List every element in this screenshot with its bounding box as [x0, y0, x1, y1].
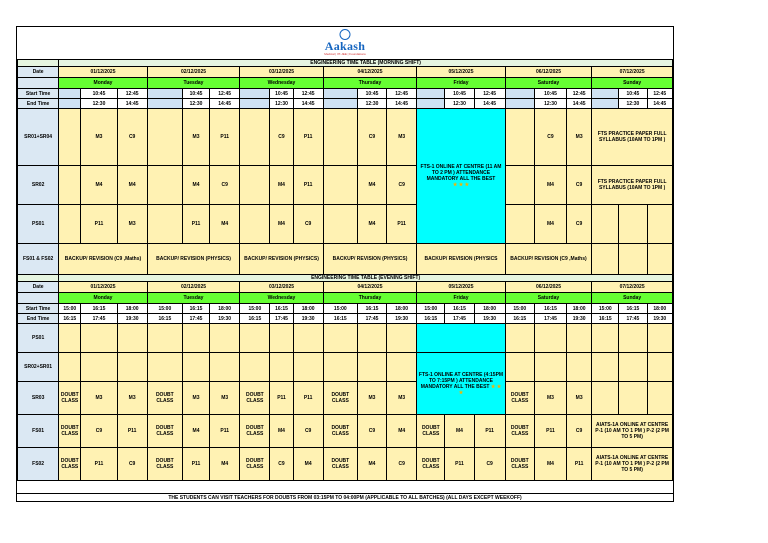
morning-day: Tuesday: [147, 78, 240, 89]
end-time-label: End Time: [18, 314, 59, 324]
morning-day: Friday: [417, 78, 505, 89]
subject-cell: M4: [270, 166, 293, 205]
start-time: 15:00: [147, 304, 182, 314]
batch-row-fs: [18, 244, 673, 275]
morning-date-row: [18, 67, 673, 78]
subject-cell: M4: [270, 415, 293, 448]
end-time: 12:30: [445, 99, 474, 109]
end-time: 16:15: [240, 314, 270, 324]
end-time: 17:45: [182, 314, 209, 324]
morning-day: Wednesday: [240, 78, 323, 89]
start-time: 18:00: [293, 304, 323, 314]
doubt-class-cell: DOUBT CLASS: [505, 415, 534, 448]
start-time: 16:15: [182, 304, 209, 314]
morning-day: Thursday: [323, 78, 417, 89]
batch-row-sr03: [18, 382, 673, 415]
end-time: 17:45: [81, 314, 117, 324]
fts-friday-text: FTS-1 ONLINE AT CENTRE (11 AM TO 2 PM ) ATTENDANCE MANDATORY ALL THE BEST: [420, 164, 502, 182]
end-time: 12:30: [619, 99, 647, 109]
evening-day: Tuesday: [147, 293, 240, 304]
subject-cell: M3: [182, 382, 209, 415]
doubt-class-cell: DOUBT CLASS: [59, 415, 81, 448]
subject-cell: M3: [567, 382, 592, 415]
subject-cell: C9: [117, 448, 147, 481]
end-time: 12:30: [357, 99, 386, 109]
subject-cell: C9: [534, 109, 566, 166]
morning-day: Monday: [59, 78, 148, 89]
batch-label: PS01: [18, 324, 59, 353]
doubt-class-cell: DOUBT CLASS: [323, 382, 357, 415]
doubt-class-cell: DOUBT CLASS: [417, 415, 445, 448]
end-time: 12:30: [81, 99, 117, 109]
start-time: 16:15: [357, 304, 386, 314]
morning-title-row: [18, 60, 673, 67]
end-time: 14:45: [210, 99, 240, 109]
doubt-class-cell: DOUBT CLASS: [505, 448, 534, 481]
batch-row-ps01-evening: [18, 324, 673, 353]
batch-label: FS01 & FS02: [18, 244, 59, 275]
end-time: 12:30: [182, 99, 209, 109]
batch-label: SR02+SR01: [18, 353, 59, 382]
morning-start-row: [18, 89, 673, 99]
start-time: 12:45: [567, 89, 592, 99]
evening-timetable: [17, 274, 673, 481]
start-time: 10:45: [619, 89, 647, 99]
evening-day-row: [18, 293, 673, 304]
doubt-class-cell: DOUBT CLASS: [240, 415, 270, 448]
doubt-class-cell: DOUBT CLASS: [59, 382, 81, 415]
evening-day: Friday: [417, 293, 505, 304]
start-time: 12:45: [117, 89, 147, 99]
batch-row-sr02-evening: [18, 353, 673, 382]
end-time: 16:15: [323, 314, 357, 324]
morning-title: ENGINEERING TIME TABLE (MORNING SHIFT): [59, 60, 673, 67]
subject-cell: P11: [182, 205, 209, 244]
start-time: 15:00: [323, 304, 357, 314]
subject-cell: P11: [387, 205, 417, 244]
evening-end-row: [18, 314, 673, 324]
end-time: 14:45: [117, 99, 147, 109]
subject-cell: M3: [81, 109, 117, 166]
subject-cell: P11: [81, 205, 117, 244]
start-time: 16:15: [619, 304, 647, 314]
evening-day: Thursday: [323, 293, 417, 304]
start-time: 18:00: [117, 304, 147, 314]
subject-cell: C9: [293, 415, 323, 448]
star-icons: ★ ★ ★: [458, 383, 502, 396]
doubt-class-cell: DOUBT CLASS: [240, 382, 270, 415]
subject-cell: C9: [270, 109, 293, 166]
start-time: 10:45: [81, 89, 117, 99]
batch-row-fs02: [18, 448, 673, 481]
evening-title: ENGINEERING TIME TABLE (EVENING SHIFT): [59, 275, 673, 282]
subject-cell: C9: [81, 415, 117, 448]
timetable-sheet: [16, 26, 674, 502]
evening-day: Saturday: [505, 293, 591, 304]
evening-day: Wednesday: [240, 293, 323, 304]
subject-cell: P11: [117, 415, 147, 448]
end-time: 14:45: [474, 99, 505, 109]
evening-day: Sunday: [592, 293, 673, 304]
end-time: 12:30: [270, 99, 293, 109]
subject-cell: M4: [445, 415, 474, 448]
batch-row-fs01: [18, 415, 673, 448]
doubt-class-cell: DOUBT CLASS: [505, 382, 534, 415]
morning-day-row: [18, 78, 673, 89]
date-label: Date: [18, 282, 59, 293]
subject-cell: P11: [567, 448, 592, 481]
start-time: 10:45: [270, 89, 293, 99]
morning-day: Saturday: [505, 78, 591, 89]
aiats-sunday-fs02: AIATS-1A ONLINE AT CENTRE P-1 (10 AM TO 1 PM ) P-2 (2 PM TO 5 PM): [592, 448, 673, 481]
subject-cell: M4: [182, 415, 209, 448]
end-time: 14:45: [293, 99, 323, 109]
start-time: 16:15: [445, 304, 474, 314]
subject-cell: C9: [387, 448, 417, 481]
start-time: 10:45: [182, 89, 209, 99]
end-time: 17:45: [270, 314, 293, 324]
subject-cell: C9: [210, 166, 240, 205]
backup-revision-cell: BACKUP/ REVISION (PHYSICS): [323, 244, 417, 275]
batch-label: SR03: [18, 382, 59, 415]
end-time: 19:30: [567, 314, 592, 324]
evening-start-row: [18, 304, 673, 314]
backup-revision-cell: BACKUP/ REVISION (PHYSICS): [147, 244, 240, 275]
subject-cell: M3: [534, 382, 566, 415]
brand-header: [17, 27, 673, 59]
start-time: 15:00: [505, 304, 534, 314]
doubt-class-cell: DOUBT CLASS: [147, 415, 182, 448]
subject-cell: M4: [182, 166, 209, 205]
end-time: 16:15: [505, 314, 534, 324]
start-time: 10:45: [445, 89, 474, 99]
subject-cell: M4: [210, 448, 240, 481]
end-time: 19:30: [117, 314, 147, 324]
subject-cell: M4: [534, 448, 566, 481]
end-time: 17:45: [619, 314, 647, 324]
start-time-label: Start Time: [18, 304, 59, 314]
evening-date: 07/12/2025: [592, 282, 673, 293]
subject-cell: M4: [81, 166, 117, 205]
start-time: 18:00: [647, 304, 672, 314]
evening-date: 04/12/2025: [323, 282, 417, 293]
end-time: 17:45: [357, 314, 386, 324]
subject-cell: M3: [567, 109, 592, 166]
fts-friday-morning: [417, 109, 505, 244]
evening-date: 06/12/2025: [505, 282, 591, 293]
batch-row-sr01: [18, 109, 673, 166]
subject-cell: M4: [387, 415, 417, 448]
end-time: 14:45: [387, 99, 417, 109]
end-time-label: End Time: [18, 99, 59, 109]
subject-cell: C9: [270, 448, 293, 481]
end-time: 14:45: [647, 99, 672, 109]
morning-date: 05/12/2025: [417, 67, 505, 78]
evening-date: 03/12/2025: [240, 282, 323, 293]
end-time: 16:15: [417, 314, 445, 324]
evening-date: 05/12/2025: [417, 282, 505, 293]
subject-cell: C9: [567, 205, 592, 244]
star-icons: ★ ★ ★: [452, 182, 470, 188]
morning-day: Sunday: [592, 78, 673, 89]
subject-cell: C9: [357, 415, 386, 448]
start-time: 18:00: [210, 304, 240, 314]
batch-label: FS01: [18, 415, 59, 448]
morning-date: 02/12/2025: [147, 67, 240, 78]
subject-cell: M4: [534, 205, 566, 244]
start-time: 10:45: [534, 89, 566, 99]
evening-day: Monday: [59, 293, 148, 304]
subject-cell: M4: [210, 205, 240, 244]
date-label: Date: [18, 67, 59, 78]
batch-label: FS02: [18, 448, 59, 481]
start-time: 18:00: [474, 304, 505, 314]
end-time: 14:45: [567, 99, 592, 109]
start-time: 16:15: [534, 304, 566, 314]
start-time-label: Start Time: [18, 89, 59, 99]
subject-cell: P11: [474, 415, 505, 448]
footer-note: THE STUDENTS CAN VISIT TEACHERS FOR DOUBTS FROM 03:15PM TO 04:00PM (APPLICABLE TO ALL BATCHES) (ALL DAYS EXCEPT WEEKOFF): [17, 493, 673, 503]
doubt-class-cell: DOUBT CLASS: [59, 448, 81, 481]
subject-cell: M3: [117, 382, 147, 415]
end-time: 19:30: [293, 314, 323, 324]
subject-cell: P11: [445, 448, 474, 481]
brand-tagline: Medical | IIT-JEE | Foundations: [324, 52, 366, 56]
doubt-class-cell: DOUBT CLASS: [417, 448, 445, 481]
start-time: 12:45: [293, 89, 323, 99]
subject-cell: C9: [567, 415, 592, 448]
subject-cell: C9: [117, 109, 147, 166]
fts-practice-sunday: FTS PRACTICE PAPER FULL SYLLABUS (10AM TO 1PM ): [592, 166, 673, 205]
subject-cell: C9: [567, 166, 592, 205]
fts-friday-text: FTS-1 ONLINE AT CENTRE (4:15PM TO 7:15PM ) ATTENDANCE MANDATORY ALL THE BEST: [418, 371, 504, 390]
subject-cell: M4: [357, 205, 386, 244]
subject-cell: M4: [357, 166, 386, 205]
subject-cell: M3: [387, 382, 417, 415]
subject-cell: M4: [293, 448, 323, 481]
subject-cell: M4: [534, 166, 566, 205]
evening-date: 02/12/2025: [147, 282, 240, 293]
batch-row-sr02: [18, 166, 673, 205]
backup-revision-cell: BACKUP/ REVISION (PHYSICS): [240, 244, 323, 275]
subject-cell: P11: [210, 415, 240, 448]
end-time: 19:30: [387, 314, 417, 324]
subject-cell: C9: [387, 166, 417, 205]
doubt-class-cell: DOUBT CLASS: [323, 448, 357, 481]
subject-cell: P11: [210, 109, 240, 166]
end-time: 16:15: [147, 314, 182, 324]
morning-timetable: [17, 59, 673, 275]
start-time: 16:15: [81, 304, 117, 314]
batch-row-ps01: [18, 205, 673, 244]
backup-revision-cell: BACKUP/ REVISION (C9 ,Maths): [59, 244, 148, 275]
evening-date: 01/12/2025: [59, 282, 148, 293]
start-time: 15:00: [240, 304, 270, 314]
subject-cell: M3: [387, 109, 417, 166]
start-time: 15:00: [592, 304, 619, 314]
subject-cell: C9: [357, 109, 386, 166]
morning-date: 07/12/2025: [592, 67, 673, 78]
subject-cell: C9: [474, 448, 505, 481]
start-time: 15:00: [59, 304, 81, 314]
subject-cell: M3: [81, 382, 117, 415]
batch-label: SR02: [18, 166, 59, 205]
subject-cell: P11: [293, 109, 323, 166]
brand-name: Aakash: [324, 39, 366, 53]
end-time: 12:30: [534, 99, 566, 109]
morning-date: 04/12/2025: [323, 67, 417, 78]
subject-cell: M4: [117, 166, 147, 205]
doubt-class-cell: DOUBT CLASS: [147, 382, 182, 415]
start-time: 15:00: [417, 304, 445, 314]
start-time: 12:45: [647, 89, 672, 99]
subject-cell: M4: [357, 448, 386, 481]
doubt-class-cell: DOUBT CLASS: [147, 448, 182, 481]
subject-cell: P11: [182, 448, 209, 481]
fts-practice-sunday: FTS PRACTICE PAPER FULL SYLLABUS (10AM TO 1PM ): [592, 109, 673, 166]
subject-cell: M3: [117, 205, 147, 244]
aiats-sunday-fs01: AIATS-1A ONLINE AT CENTRE P-1 (10 AM TO 1 PM ) P-2 (2 PM TO 5 PM): [592, 415, 673, 448]
morning-end-row: [18, 99, 673, 109]
subject-cell: P11: [293, 382, 323, 415]
subject-cell: M3: [182, 109, 209, 166]
end-time: 17:45: [445, 314, 474, 324]
doubt-class-cell: DOUBT CLASS: [240, 448, 270, 481]
end-time: 16:15: [59, 314, 81, 324]
morning-date: 03/12/2025: [240, 67, 323, 78]
subject-cell: M3: [210, 382, 240, 415]
batch-label: PS01: [18, 205, 59, 244]
subject-cell: M3: [357, 382, 386, 415]
start-time: 12:45: [210, 89, 240, 99]
subject-cell: P11: [81, 448, 117, 481]
morning-date: 06/12/2025: [505, 67, 591, 78]
backup-revision-cell: BACKUP/ REVISION (PHYSICS: [417, 244, 505, 275]
start-time: 10:45: [357, 89, 386, 99]
subject-cell: P11: [534, 415, 566, 448]
subject-cell: P11: [293, 166, 323, 205]
start-time: 12:45: [474, 89, 505, 99]
batch-label: SR01+SR04: [18, 109, 59, 166]
start-time: 16:15: [270, 304, 293, 314]
subject-cell: M4: [270, 205, 293, 244]
end-time: 19:30: [647, 314, 672, 324]
start-time: 12:45: [387, 89, 417, 99]
doubt-class-cell: DOUBT CLASS: [323, 415, 357, 448]
evening-title-row: [18, 275, 673, 282]
end-time: 19:30: [474, 314, 505, 324]
subject-cell: P11: [270, 382, 293, 415]
end-time: 17:45: [534, 314, 566, 324]
end-time: 16:15: [592, 314, 619, 324]
evening-date-row: [18, 282, 673, 293]
subject-cell: C9: [293, 205, 323, 244]
start-time: 18:00: [387, 304, 417, 314]
morning-date: 01/12/2025: [59, 67, 148, 78]
end-time: 19:30: [210, 314, 240, 324]
start-time: 18:00: [567, 304, 592, 314]
backup-revision-cell: BACKUP/ REVISION (C9 ,Maths): [505, 244, 591, 275]
fts-friday-evening: [417, 353, 505, 415]
